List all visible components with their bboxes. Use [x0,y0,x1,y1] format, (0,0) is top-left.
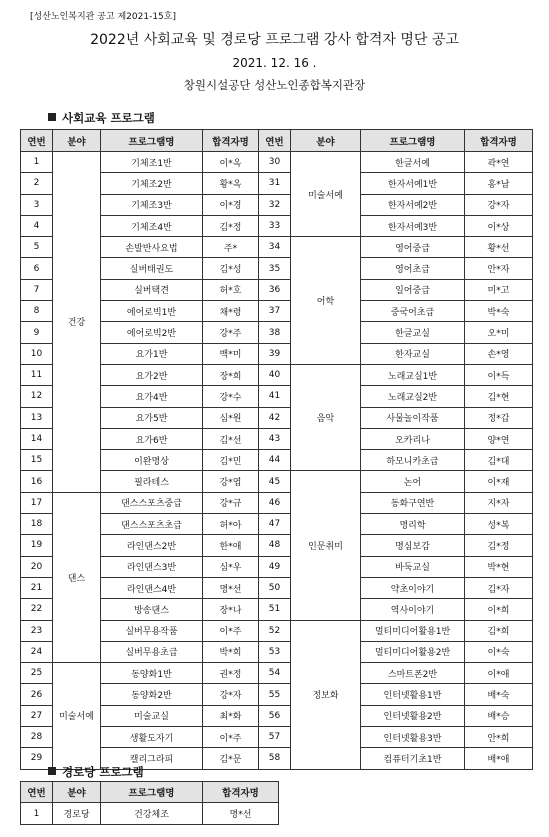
row-number: 48 [259,535,291,556]
row-number: 26 [21,684,53,705]
row-number: 39 [259,343,291,364]
row-number: 4 [21,215,53,236]
program-name: 손발반사요법 [101,237,203,258]
row-number: 3 [21,194,53,215]
program-name: 방송댄스 [101,599,203,620]
row-number: 6 [21,258,53,279]
program-name: 캘리그라피 [101,748,203,769]
program-name: 한자서예2반 [361,194,465,215]
social-education-table [20,129,533,770]
instructor-name: 박*희 [203,641,259,662]
instructor-name: 허*아 [203,514,259,535]
instructor-name: 장*나 [203,599,259,620]
instructor-name: 주* [203,237,259,258]
program-name: 미술교실 [101,705,203,726]
row-number: 7 [21,279,53,300]
row-number: 57 [259,727,291,748]
program-name: 컴퓨터기초1반 [361,748,465,769]
row-number: 27 [21,705,53,726]
row-number: 1 [21,803,53,825]
program-name: 인터넷활용3반 [361,727,465,748]
instructor-name: 성*복 [465,514,533,535]
square-bullet-icon [48,113,56,121]
program-name: 멀티미디어활용1반 [361,620,465,641]
program-name: 요가5반 [101,407,203,428]
row-number: 9 [21,322,53,343]
program-name: 기체조1반 [101,152,203,173]
program-name: 한자교실 [361,343,465,364]
instructor-name: 심*원 [203,407,259,428]
instructor-name: 심*우 [203,556,259,577]
row-number: 38 [259,322,291,343]
instructor-name: 정*갑 [465,407,533,428]
row-number: 20 [21,556,53,577]
instructor-name: 이*숙 [465,641,533,662]
section-heading-senior-center [48,764,144,780]
row-number: 29 [21,748,53,769]
row-number: 30 [259,152,291,173]
row-number: 54 [259,663,291,684]
program-name: 영어중급 [361,237,465,258]
row-number: 14 [21,428,53,449]
row-number: 58 [259,748,291,769]
instructor-name: 배*숙 [465,684,533,705]
row-number: 49 [259,556,291,577]
instructor-name: 허*호 [203,279,259,300]
row-number: 45 [259,471,291,492]
program-name: 멀티미디어활용2반 [361,641,465,662]
program-name: 실버무용초급 [101,641,203,662]
category-cell: 미술서예 [291,152,361,237]
instructor-name: 김*대 [465,450,533,471]
program-name: 요가2반 [101,364,203,385]
table-row [21,152,533,173]
instructor-name: 강*자 [203,684,259,705]
instructor-name: 안*자 [465,258,533,279]
program-name: 라인댄스4반 [101,577,203,598]
instructor-name: 지*자 [465,492,533,513]
row-number: 43 [259,428,291,449]
section-title: 경로당 프로그램 [62,765,144,779]
instructor-name: 이*상 [465,215,533,236]
program-name: 이완명상 [101,450,203,471]
column-header: 분야 [291,130,361,152]
table-header-row [21,782,279,803]
column-header: 프로그램명 [101,782,203,803]
category-cell: 음악 [291,364,361,470]
program-name: 실버무용작품 [101,620,203,641]
instructor-name: 김*자 [465,577,533,598]
column-header: 연번 [259,130,291,152]
program-name: 일어중급 [361,279,465,300]
column-header: 연번 [21,782,53,803]
instructor-name: 김*정 [203,215,259,236]
row-number: 17 [21,492,53,513]
program-name: 동화구연반 [361,492,465,513]
instructor-name: 최*화 [203,705,259,726]
program-name: 에어로빅2반 [101,322,203,343]
table-header-row [21,130,533,152]
program-name: 댄스스포츠중급 [101,492,203,513]
instructor-name: 채*령 [203,301,259,322]
row-number: 52 [259,620,291,641]
instructor-name: 황*옥 [203,173,259,194]
program-name: 댄스스포츠초급 [101,514,203,535]
row-number: 23 [21,620,53,641]
instructor-name: 이*주 [203,620,259,641]
section-heading-social-education [48,110,155,126]
instructor-name: 이*재 [465,471,533,492]
category-cell: 어학 [291,237,361,365]
row-number: 40 [259,364,291,385]
table-row [21,803,279,825]
instructor-name: 이*득 [465,364,533,385]
instructor-name: 김*선 [203,428,259,449]
instructor-name: 이*애 [465,663,533,684]
instructor-name: 권*정 [203,663,259,684]
column-header: 프로그램명 [101,130,203,152]
instructor-name: 김*희 [465,620,533,641]
program-name: 오카리나 [361,428,465,449]
program-name: 한자서예3반 [361,215,465,236]
instructor-name: 김*성 [203,258,259,279]
instructor-name: 이*경 [203,194,259,215]
row-number: 32 [259,194,291,215]
program-name: 역사이야기 [361,599,465,620]
column-header: 연번 [21,130,53,152]
instructor-name: 김*정 [465,535,533,556]
row-number: 16 [21,471,53,492]
row-number: 11 [21,364,53,385]
row-number: 47 [259,514,291,535]
row-number: 10 [21,343,53,364]
program-name: 명리학 [361,514,465,535]
program-name: 노래교실1반 [361,364,465,385]
row-number: 50 [259,577,291,598]
category-cell: 인문취미 [291,471,361,620]
row-number: 42 [259,407,291,428]
senior-center-table [20,781,279,825]
program-name: 한글교실 [361,322,465,343]
column-header: 합격자명 [203,782,279,803]
program-name: 건강체조 [101,803,203,825]
row-number: 55 [259,684,291,705]
instructor-name: 김*현 [465,386,533,407]
program-name: 필라테스 [101,471,203,492]
instructor-name: 미*고 [465,279,533,300]
program-name: 한자서예1반 [361,173,465,194]
instructor-name: 안*희 [465,727,533,748]
row-number: 31 [259,173,291,194]
instructor-name: 백*미 [203,343,259,364]
instructor-name: 김*문 [203,748,259,769]
category-cell: 정보화 [291,620,361,769]
program-name: 한글서예 [361,152,465,173]
row-number: 37 [259,301,291,322]
instructor-name: 배*애 [465,748,533,769]
column-header: 합격자명 [203,130,259,152]
row-number: 2 [21,173,53,194]
program-name: 기체조4반 [101,215,203,236]
instructor-name: 명*선 [203,803,279,825]
row-number: 24 [21,641,53,662]
program-name: 영어초급 [361,258,465,279]
instructor-name: 김*민 [203,450,259,471]
organization-name: 창원시설공단 성산노인종합복지관장 [183,78,366,92]
row-number: 8 [21,301,53,322]
instructor-name: 양*연 [465,428,533,449]
row-number: 33 [259,215,291,236]
program-name: 라인댄스2반 [101,535,203,556]
row-number: 51 [259,599,291,620]
instructor-name: 강*주 [203,322,259,343]
instructor-name: 손*영 [465,343,533,364]
column-header: 분야 [53,782,101,803]
section-title: 사회교육 프로그램 [62,111,155,125]
program-name: 중국어초급 [361,301,465,322]
instructor-name: 박*현 [465,556,533,577]
row-number: 44 [259,450,291,471]
column-header: 합격자명 [465,130,533,152]
instructor-name: 박*숙 [465,301,533,322]
row-number: 12 [21,386,53,407]
row-number: 21 [21,577,53,598]
instructor-name: 홍*남 [465,173,533,194]
row-number: 36 [259,279,291,300]
table-row [21,492,533,513]
instructor-name: 오*미 [465,322,533,343]
instructor-name: 강*규 [203,492,259,513]
program-name: 사물놀이작품 [361,407,465,428]
instructor-name: 장*희 [203,364,259,385]
program-name: 요가1반 [101,343,203,364]
row-number: 34 [259,237,291,258]
row-number: 28 [21,727,53,748]
page-title: 2022년 사회교육 및 경로당 프로그램 강사 합격자 명단 공고 [90,32,459,48]
instructor-name: 이*주 [203,727,259,748]
row-number: 56 [259,705,291,726]
program-name: 요가4반 [101,386,203,407]
category-cell: 댄스 [53,492,101,662]
row-number: 46 [259,492,291,513]
program-name: 인터넷활용2반 [361,705,465,726]
program-name: 약초이야기 [361,577,465,598]
program-name: 명심보감 [361,535,465,556]
category-cell: 건강 [53,152,101,493]
instructor-name: 강*엽 [203,471,259,492]
row-number: 15 [21,450,53,471]
program-name: 바둑교실 [361,556,465,577]
program-name: 생활도자기 [101,727,203,748]
program-name: 실버택견 [101,279,203,300]
row-number: 1 [21,152,53,173]
row-number: 18 [21,514,53,535]
program-name: 하모니카초급 [361,450,465,471]
program-name: 라인댄스3반 [101,556,203,577]
row-number: 53 [259,641,291,662]
row-number: 19 [21,535,53,556]
instructor-name: 황*선 [465,237,533,258]
program-name: 요가6반 [101,428,203,449]
program-name: 동양화2반 [101,684,203,705]
program-name: 동양화1반 [101,663,203,684]
column-header: 분야 [53,130,101,152]
program-name: 기체조3반 [101,194,203,215]
row-number: 25 [21,663,53,684]
instructor-name: 강*수 [203,386,259,407]
program-name: 노래교실2반 [361,386,465,407]
instructor-name: 배*승 [465,705,533,726]
table-row [21,663,533,684]
category-cell: 경로당 [53,803,101,825]
square-bullet-icon [48,767,56,775]
instructor-name: 이*옥 [203,152,259,173]
row-number: 22 [21,599,53,620]
notice-reference: [성산노인복지관 공고 제2021-15호] [30,12,176,22]
instructor-name: 명*선 [203,577,259,598]
instructor-name: 이*희 [465,599,533,620]
program-name: 실버태권도 [101,258,203,279]
program-name: 인터넷활용1반 [361,684,465,705]
column-header: 프로그램명 [361,130,465,152]
instructor-name: 곽*연 [465,152,533,173]
row-number: 5 [21,237,53,258]
program-name: 에어로빅1반 [101,301,203,322]
instructor-name: 한*애 [203,535,259,556]
program-name: 기체조2반 [101,173,203,194]
instructor-name: 강*자 [465,194,533,215]
program-name: 스마트폰2반 [361,663,465,684]
row-number: 41 [259,386,291,407]
row-number: 35 [259,258,291,279]
notice-date: 2021. 12. 16 . [232,56,317,70]
category-cell: 미술서예 [53,663,101,769]
row-number: 13 [21,407,53,428]
program-name: 논어 [361,471,465,492]
